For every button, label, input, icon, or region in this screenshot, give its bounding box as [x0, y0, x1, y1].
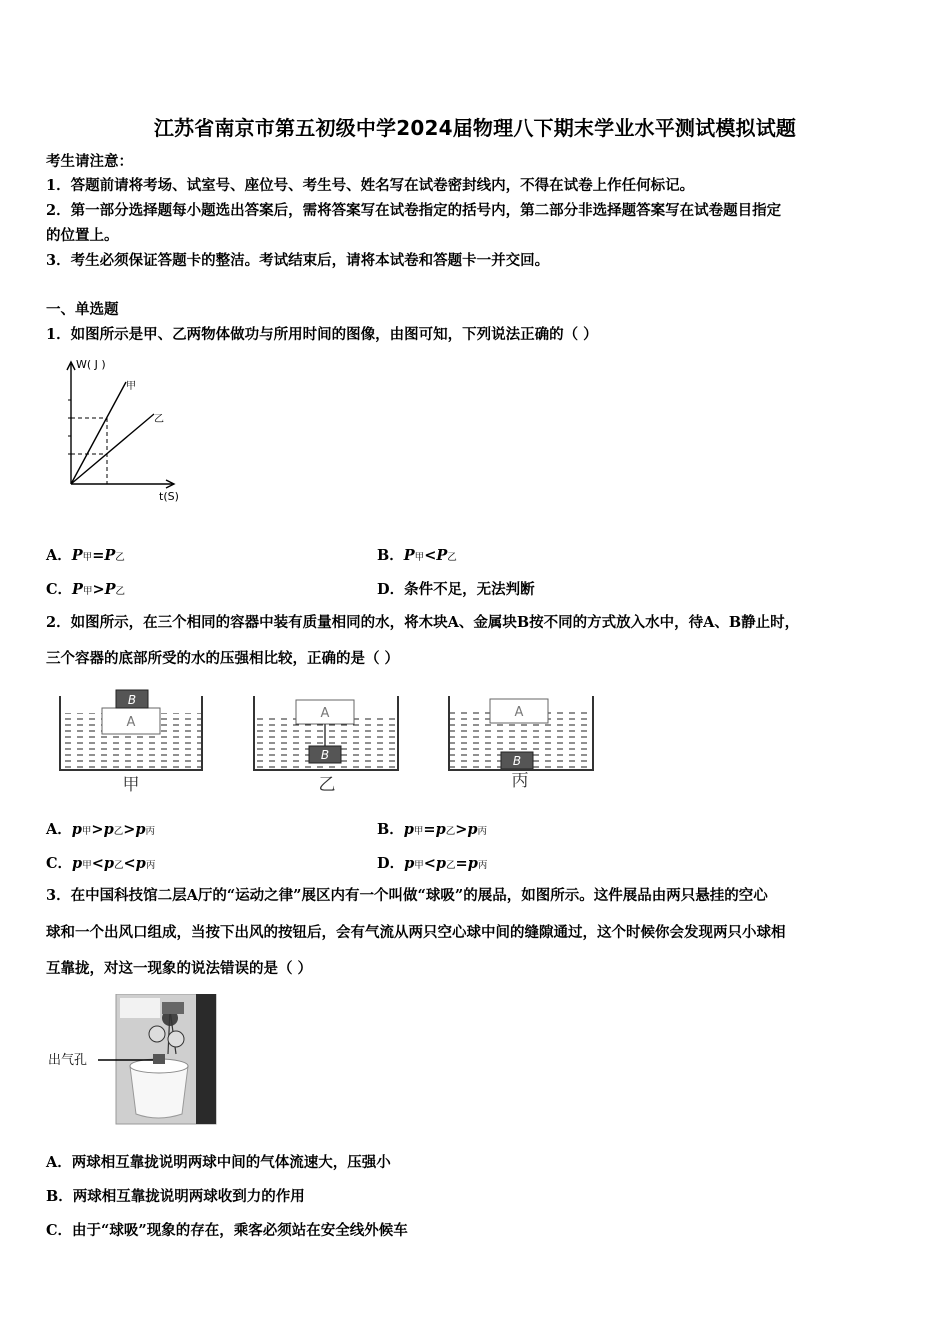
q1-option-c[interactable]: C．P甲>P乙: [46, 581, 126, 598]
container-yi: [254, 696, 398, 795]
notice-item-2-cont: 的位置上。: [46, 227, 119, 244]
q2-stem-line2: 三个容器的底部所受的水的压强相比较，正确的是（ ）: [46, 650, 400, 667]
graph-y-label: W( J ): [76, 358, 106, 371]
caption-bing: 丙: [511, 771, 529, 791]
graph-x-label: t(S): [159, 490, 179, 503]
block-a-jia: A: [126, 715, 136, 730]
notice-item-1: 1．答题前请将考场、试室号、座位号、考生号、姓名写在试卷密封线内，不得在试卷上作任何标记。: [46, 177, 695, 194]
caption-jia: 甲: [122, 775, 140, 795]
q3-stem-line2: 球和一个出风口组成，当按下出风的按钮后，会有气流从两只空心球中间的缝隙通过，这个时候你会发现两只小球相: [46, 924, 786, 941]
q1-option-d[interactable]: D．条件不足，无法判断: [377, 581, 535, 598]
q3-ball-exhibit-photo: [46, 994, 218, 1126]
q2-option-d[interactable]: D．p甲<p乙=p丙: [377, 855, 488, 872]
q3-option-b[interactable]: B．两球相互靠拢说明两球收到力的作用: [46, 1188, 305, 1205]
block-b-yi: B: [320, 748, 330, 762]
notice-heading: 考生请注意：: [46, 153, 133, 170]
block-b-jia: B: [127, 693, 137, 707]
section-heading: 一、单选题: [46, 301, 119, 318]
q1-stem: 1．如图所示是甲、乙两物体做功与所用时间的图像，由图可知，下列说法正确的（ ）: [46, 326, 598, 343]
graph-line-jia-label: 甲: [126, 381, 136, 392]
q2-stem-line1: 2．如图所示，在三个相同的容器中装有质量相同的水，将木块A、金属块B按不同的方式放入水中，待A、B静止时，: [46, 614, 800, 631]
notice-item-2: 2．第一部分选择题每小题选出答案后，需将答案写在试卷指定的括号内，第二部分非选择题答案写在试卷题目指定: [46, 202, 782, 219]
block-a-yi: A: [320, 706, 330, 721]
container-jia: [60, 690, 202, 795]
container-bing: [449, 696, 593, 791]
caption-yi: 乙: [318, 775, 336, 795]
q2-option-a[interactable]: A．p甲>p乙>p丙: [46, 821, 156, 838]
q2-containers-figure: [52, 686, 612, 798]
q1-option-b[interactable]: B．P甲<P乙: [377, 547, 457, 564]
block-a-bing: A: [514, 705, 524, 720]
q2-option-b[interactable]: B．p甲=p乙>p丙: [377, 821, 488, 838]
page-title: 江苏省南京市第五初级中学2024届物理八下期末学业水平测试模拟试题: [153, 116, 797, 140]
block-b-bing: B: [512, 754, 522, 768]
q1-option-a[interactable]: A．P甲=P乙: [46, 547, 125, 564]
q3-option-c[interactable]: C．由于“球吸”现象的存在，乘客必须站在安全线外候车: [46, 1222, 408, 1239]
notice-item-3: 3．考生必须保证答题卡的整洁。考试结束后，请将本试卷和答题卡一并交回。: [46, 252, 550, 269]
q3-option-a[interactable]: A．两球相互靠拢说明两球中间的气体流速大，压强小: [46, 1154, 391, 1171]
q3-stem-line1: 3．在中国科技馆二层A厅的“运动之律”展区内有一个叫做“球吸”的展品，如图所示。这件展品由两只悬挂的空心: [46, 887, 768, 904]
q1-work-time-graph: [58, 352, 188, 508]
q2-option-c[interactable]: C．p甲<p乙<p丙: [46, 855, 156, 872]
photo-label-outlet: 出气孔: [48, 1053, 88, 1068]
q3-stem-line3: 互靠拢，对这一现象的说法错误的是（ ）: [46, 960, 313, 977]
graph-line-yi-label: 乙: [154, 414, 164, 425]
